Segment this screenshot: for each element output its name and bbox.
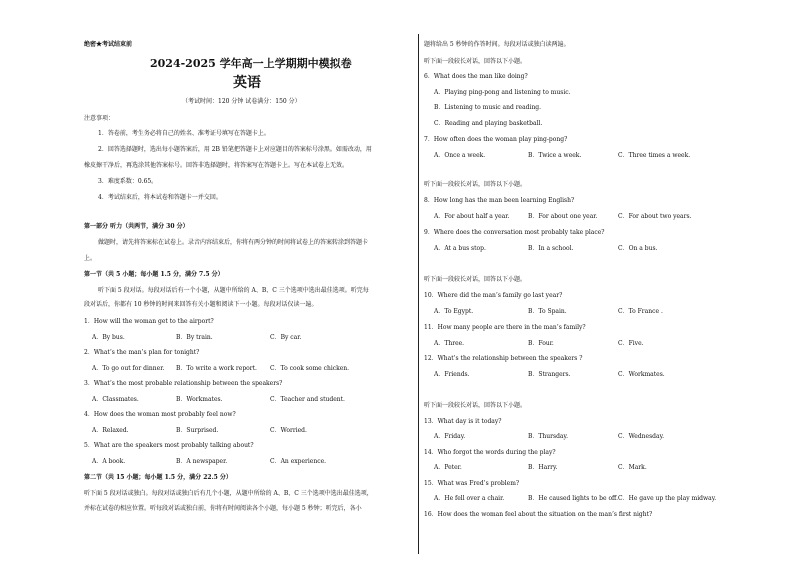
q9-option-b[interactable]: B．In a school. bbox=[528, 245, 574, 252]
q13-option-c[interactable]: C．Wednesday. bbox=[618, 433, 665, 440]
section2-intro-b: 并标在试卷的相应位置。听每段对话或独白前，你将有时间阅读各个小题，每小题 5 秒钟；听完后，各小 bbox=[84, 505, 362, 512]
q4-option-b[interactable]: B．Surprised. bbox=[176, 427, 219, 434]
exam-title: 2024-2025 学年高一上学期期中模拟卷 bbox=[150, 57, 352, 70]
question-12: 12．What’s the relationship between the speakers ? bbox=[424, 355, 583, 362]
q15-option-c[interactable]: C．He gave up the play midway. bbox=[618, 495, 717, 502]
q4-option-a[interactable]: A．Relaxed. bbox=[92, 427, 129, 434]
q9-option-a[interactable]: A．At a bus stop. bbox=[434, 245, 486, 252]
question-3: 3．What’s the most probable relationship between the speakers? bbox=[84, 380, 283, 387]
q13-option-a[interactable]: A．Friday. bbox=[434, 433, 466, 440]
q15-option-b[interactable]: B．He caused lights to be off. bbox=[528, 495, 619, 502]
lead-1: 听下面一段较长对话，回答以下小题。 bbox=[424, 58, 527, 65]
q8-option-b[interactable]: B．For about one year. bbox=[528, 213, 598, 220]
part1-intro-b: 上。 bbox=[84, 255, 97, 262]
question-13: 13．What day is it today? bbox=[424, 418, 502, 425]
question-7: 7．How often does the woman play ping-pong? bbox=[424, 136, 568, 143]
question-16: 16．How does the woman feel about the situation on the man’s first night? bbox=[424, 511, 653, 518]
q11-option-a[interactable]: A．Three. bbox=[434, 340, 465, 347]
question-8: 8．How long has the man been learning English? bbox=[424, 197, 575, 204]
question-2: 2．What’s the man’s plan for tonight? bbox=[84, 349, 200, 356]
q12-option-a[interactable]: A．Friends. bbox=[434, 371, 470, 378]
secret-label: 绝密★考试结束前 bbox=[84, 41, 133, 48]
part1-intro-a: 做题时，请先将答案标在试卷上。录音内容结束后，你将有两分钟的时间将试卷上的答案转涂到答题卡 bbox=[98, 239, 369, 246]
q3-option-b[interactable]: B．Workmates. bbox=[176, 396, 223, 403]
question-4: 4．How does the woman most probably feel now? bbox=[84, 411, 236, 418]
note-4: 4．考试结束后，将本试卷和答题卡一并交回。 bbox=[98, 194, 222, 201]
q8-option-a[interactable]: A．For about half a year. bbox=[434, 213, 510, 220]
question-11: 11．How many people are there in the man’s family? bbox=[424, 324, 586, 331]
q6-option-b[interactable]: B．Listening to music and reading. bbox=[434, 104, 542, 111]
question-1: 1．How will the woman get to the airport? bbox=[84, 318, 214, 325]
section1-intro-a: 听下面 5 段对话。每段对话后有一个小题，从题中所给的 A、B、C 三个选项中选出最佳选项。听完每 bbox=[98, 287, 369, 294]
q11-option-b[interactable]: B．Four. bbox=[528, 340, 554, 347]
q6-option-a[interactable]: A．Playing ping-pong and listening to music. bbox=[434, 89, 571, 96]
q7-option-b[interactable]: B．Twice a week. bbox=[528, 152, 582, 159]
note-3: 3．难度系数：0.65。 bbox=[98, 178, 158, 185]
q7-option-a[interactable]: A．Once a week. bbox=[434, 152, 486, 159]
q14-option-b[interactable]: B．Harry. bbox=[528, 464, 558, 471]
section2-intro-a: 听下面 5 段对话或独白。每段对话或独白后有几个小题，从题中所给的 A、B、C 三个选项中选出最佳选项， bbox=[84, 490, 373, 497]
q10-option-b[interactable]: B．To Spain. bbox=[528, 308, 567, 315]
section1-heading: 第一节（共 5 小题；每小题 1.5 分，满分 7.5 分） bbox=[84, 271, 224, 278]
part1-heading: 第一部分 听力（共两节，满分 30 分） bbox=[84, 223, 189, 230]
q13-option-b[interactable]: B．Thursday. bbox=[528, 433, 569, 440]
section1-intro-b: 段对话后，你都有 10 秒钟的时间来回答有关小题和阅读下一小题。每段对话仅读一遍。 bbox=[84, 301, 318, 308]
q14-option-a[interactable]: A．Peter. bbox=[434, 464, 462, 471]
q1-option-b[interactable]: B．By train. bbox=[176, 334, 213, 341]
section2-intro-c: 题将给出 5 秒钟的作答时间。每段对话或独白读两遍。 bbox=[424, 41, 570, 48]
q12-option-c[interactable]: C．Workmates. bbox=[618, 371, 665, 378]
q2-option-c[interactable]: C．To cook some chicken. bbox=[270, 365, 350, 372]
q7-option-c[interactable]: C．Three times a week. bbox=[618, 152, 691, 159]
question-10: 10．Where did the man’s family go last year? bbox=[424, 292, 563, 299]
q6-option-c[interactable]: C．Reading and playing basketball. bbox=[434, 120, 543, 127]
q14-option-c[interactable]: C．Mark. bbox=[618, 464, 647, 471]
q2-option-b[interactable]: B．To write a work report. bbox=[176, 365, 257, 372]
q11-option-c[interactable]: C．Five. bbox=[618, 340, 644, 347]
lead-4: 听下面一段较长对话，回答以下小题。 bbox=[424, 402, 527, 409]
q1-option-a[interactable]: A．By bus. bbox=[92, 334, 125, 341]
q8-option-c[interactable]: C．For about two years. bbox=[618, 213, 692, 220]
q5-option-c[interactable]: C．An experience. bbox=[270, 458, 327, 465]
notes-heading: 注意事项： bbox=[84, 115, 115, 122]
exam-info: （考试时间：120 分钟 试卷满分：150 分） bbox=[182, 98, 301, 105]
question-6: 6．What does the man like doing? bbox=[424, 73, 528, 80]
question-14: 14．Who forgot the words during the play? bbox=[424, 449, 556, 456]
subject-title: 英语 bbox=[233, 75, 261, 91]
q3-option-c[interactable]: C．Teacher and student. bbox=[270, 396, 345, 403]
q12-option-b[interactable]: B．Strangers. bbox=[528, 371, 571, 378]
lead-3: 听下面一段较长对话，回答以下小题。 bbox=[424, 276, 527, 283]
q5-option-b[interactable]: B．A newspaper. bbox=[176, 458, 228, 465]
q4-option-c[interactable]: C．Worried. bbox=[270, 427, 307, 434]
q2-option-a[interactable]: A．To go out for dinner. bbox=[92, 365, 165, 372]
lead-2: 听下面一段较长对话，回答以下小题。 bbox=[424, 181, 527, 188]
column-divider bbox=[418, 34, 419, 554]
q5-option-a[interactable]: A．A book. bbox=[92, 458, 126, 465]
q9-option-c[interactable]: C．On a bus. bbox=[618, 245, 658, 252]
q10-option-c[interactable]: C．To France . bbox=[618, 308, 663, 315]
section2-heading: 第二节（共 15 小题；每小题 1.5 分，满分 22.5 分） bbox=[84, 474, 232, 481]
question-5: 5．What are the speakers most probably talking about? bbox=[84, 442, 254, 449]
q15-option-a[interactable]: A．He fell over a chair. bbox=[434, 495, 505, 502]
note-2a: 2．回答选择题时，选出每小题答案后，用 2B 铅笔把答题卡上对应题目的答案标号涂黑。如需改动，用 bbox=[98, 146, 372, 153]
note-2b: 橡皮擦干净后，再选涂其他答案标号。回答非选择题时，将答案写在答题卡上。写在本试卷上无效。 bbox=[84, 162, 349, 169]
question-15: 15．What was Fred’s problem? bbox=[424, 480, 520, 487]
q3-option-a[interactable]: A．Classmates. bbox=[92, 396, 139, 403]
q1-option-c[interactable]: C．By car. bbox=[270, 334, 302, 341]
note-1: 1．答卷前，考生务必将自己的姓名、准考证号填写在答题卡上。 bbox=[98, 130, 270, 137]
question-9: 9．Where does the conversation most probably take place? bbox=[424, 229, 605, 236]
q10-option-a[interactable]: A．To Egypt. bbox=[434, 308, 474, 315]
